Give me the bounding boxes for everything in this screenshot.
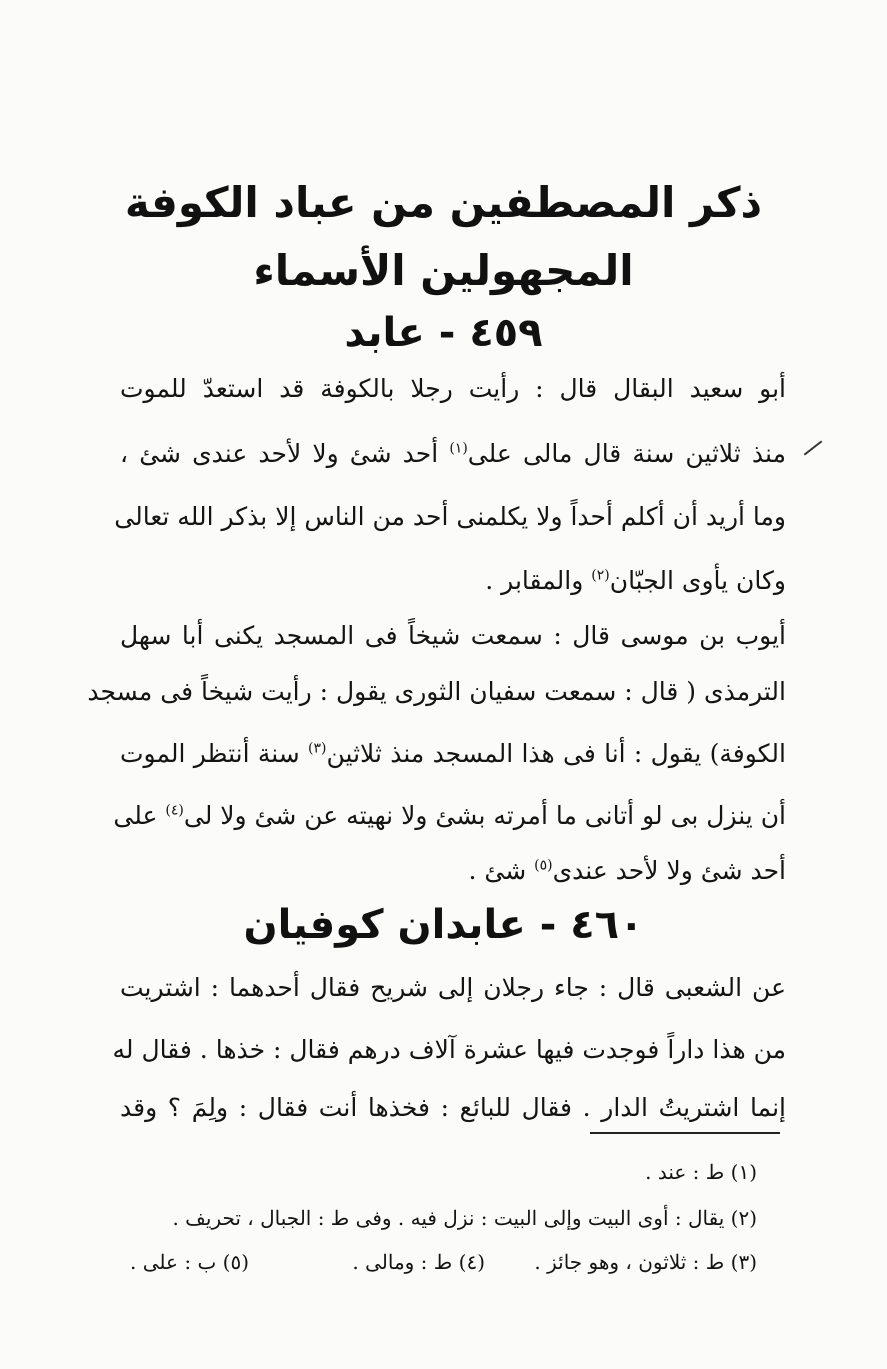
text-line: إنما اشتريتُ الدار . فقال للبائع : فخذها أنت فقال : ولِمَ ؟ وقد xyxy=(120,1093,786,1122)
footnote-2: (٢) يقال : أوى البيت وإلى البيت : نزل فيه . وفى ط : الجبال ، تحريف . xyxy=(172,1206,757,1230)
chapter-title: ذكر المصطفين من عباد الكوفة xyxy=(124,178,763,227)
footnote-ref: (١) xyxy=(449,440,468,457)
footnote-4: (٤) ط : ومالى . xyxy=(352,1250,485,1274)
chapter-subtitle: المجهولين الأسماء xyxy=(253,246,634,295)
footnote-1: (١) ط : عند . xyxy=(645,1160,757,1184)
text-line: أيوب بن موسى قال : سمعت شيخاً فى المسجد يكنى أبا سهل xyxy=(120,621,786,650)
footnote-separator xyxy=(590,1132,780,1134)
text-line: وما أريد أن أكلم أحداً ولا يكلمنى أحد من الناس إلا بذكر الله تعالى xyxy=(114,502,786,531)
text-line: منذ ثلاثين سنة قال مالى على$^{(١)}$ أحد شئ ولا لأحد عندى شئ ، xyxy=(120,439,786,468)
text-line: الكوفة) يقول : أنا فى هذا المسجد منذ ثلاثين$^{(٣)}$ سنة أنتظر الموت xyxy=(120,739,786,768)
footnote-ref: (٥) xyxy=(534,857,553,874)
text-line: أحد شئ ولا لأحد عندى$^{(٥)}$ شئ . xyxy=(468,856,786,885)
footnote-ref: (٢) xyxy=(591,567,610,584)
footnote-ref: (٤) xyxy=(165,802,184,819)
text-line: وكان يأوى الجبّان$^{(٢)}$ والمقابر . xyxy=(485,566,786,595)
footnote-ref: (٣) xyxy=(308,740,327,757)
margin-pen-mark xyxy=(804,440,823,455)
text-line: الترمذى ( قال : سمعت سفيان الثورى يقول : رأيت شيخاً فى مسجد xyxy=(87,677,786,706)
footnote-5: (٥) ب : على . xyxy=(130,1250,249,1274)
entry-heading-460: ٤٦٠ - عابدان كوفيان xyxy=(243,902,644,948)
footnote-3: (٣) ط : ثلاثون ، وهو جائز . xyxy=(534,1250,757,1274)
text-line: أن ينزل بى لو أتانى ما أمرته بشئ ولا نهيته عن شئ ولا لى$^{(٤)}$ على xyxy=(113,801,786,830)
text-line: عن الشعبى قال : جاء رجلان إلى شريح فقال أحدهما : اشتريت xyxy=(120,973,786,1002)
text-line: من هذا داراً فوجدت فيها عشرة آلاف درهم فقال : خذها . فقال له xyxy=(112,1035,786,1064)
text-line: أبو سعيد البقال قال : رأيت رجلا بالكوفة قد استعدّ للموت xyxy=(120,374,786,403)
entry-heading-459: ٤٥٩ - عابد xyxy=(344,310,543,356)
